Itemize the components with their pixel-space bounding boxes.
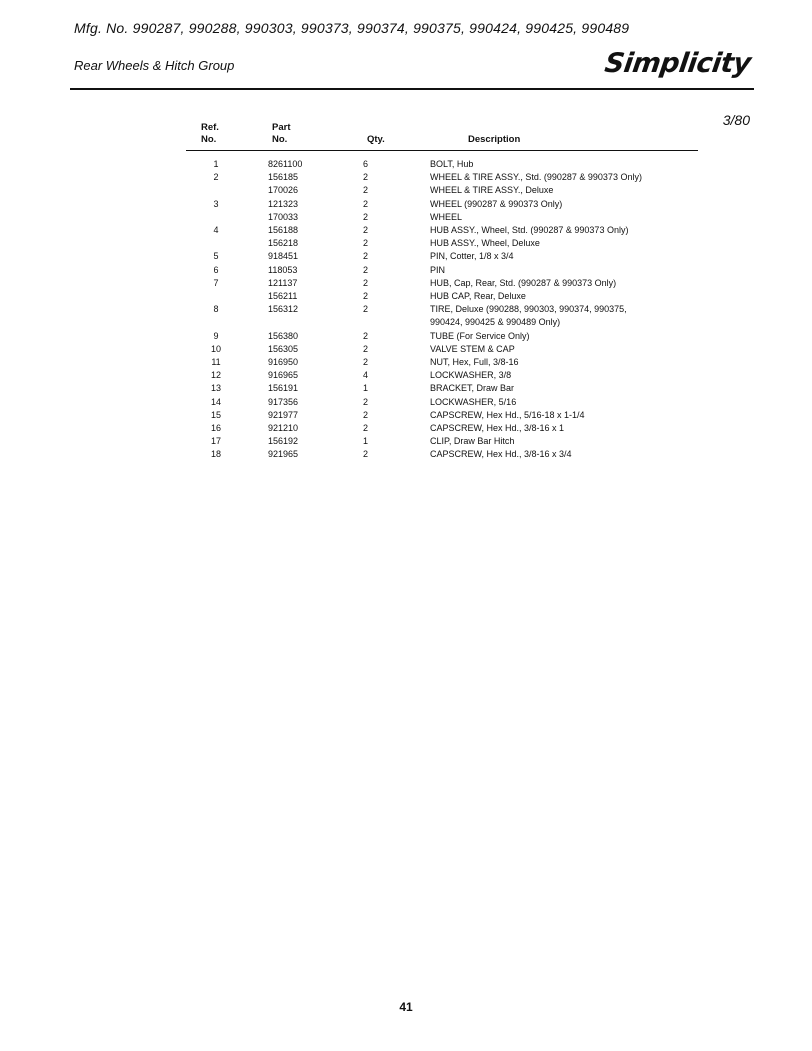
ref-number-cell: 13 [210,383,221,394]
ref-number-cell: 10 [210,343,221,354]
description-cell [430,382,698,395]
quantity-cell: 2 [363,304,369,315]
brand-logo: Simplicity [602,48,753,79]
description-line: BRACKET, Draw Bar [430,383,515,394]
quantity-cell: 2 [363,172,369,183]
description-cell [430,330,698,343]
part-number-cell: 916965 [268,370,299,381]
description-cell [430,369,698,382]
description-line: HUB, Cap, Rear, Std. (990287 & 990373 Only) [430,277,617,288]
ref-number-cell [186,290,268,303]
ref-number-cell: 7 [213,277,219,288]
description-cell [430,356,698,369]
part-number-cell: 156192 [268,436,299,447]
description-cell [430,224,698,237]
quantity-cell: 2 [363,423,369,434]
part-number-cell: 921965 [268,449,299,460]
part-number-cell: 156312 [268,304,299,315]
description-line: HUB ASSY., Wheel, Deluxe [430,238,540,249]
part-number-cell: 917356 [268,396,299,407]
description-line: LOCKWASHER, 3/8 [430,370,512,381]
ref-number-cell: 5 [213,251,219,262]
header-rule [70,88,754,90]
description-cell [430,290,698,303]
part-number-cell: 118053 [268,264,298,275]
description-cell [430,343,698,356]
group-title: Rear Wheels & Hitch Group [74,58,235,73]
table-row [186,409,698,422]
table-row [186,369,698,382]
description-cell [430,171,698,184]
description-line: CAPSCREW, Hex Hd., 3/8-16 x 3/4 [430,449,572,460]
qty-header: Qty. [367,134,385,145]
table-row [186,343,698,356]
ref-number-cell [186,211,268,224]
part-number-cell: 921977 [268,409,299,420]
part-header-line2: No. [272,134,288,145]
ref-number-cell: 2 [213,172,219,183]
description-line: WHEEL & TIRE ASSY., Std. (990287 & 990373 Only) [430,172,642,183]
quantity-cell: 2 [363,330,369,341]
ref-number-cell: 9 [213,330,219,341]
part-number-cell: 121137 [268,277,298,288]
ref-number-cell [186,184,268,197]
page-number: 41 [399,1000,413,1014]
table-row [186,448,698,461]
description-cell [430,277,698,290]
ref-header-line2: No. [201,134,217,145]
table-row [186,290,698,303]
table-row [186,198,698,211]
table-row [186,224,698,237]
description-line: WHEEL [430,211,463,222]
part-number-cell: 156218 [268,238,299,249]
part-number-cell: 121323 [268,198,299,209]
part-number-cell: 170033 [268,211,299,222]
part-number-cell: 170026 [268,185,299,196]
quantity-cell: 2 [363,211,369,222]
quantity-cell: 2 [363,238,369,249]
description-line: CAPSCREW, Hex Hd., 5/16-18 x 1-1/4 [430,409,585,420]
ref-number-cell: 17 [210,436,221,447]
description-line: WHEEL (990287 & 990373 Only) [430,198,563,209]
quantity-cell: 2 [363,343,369,354]
quantity-cell: 1 [363,436,369,447]
parts-table-body [186,158,698,462]
quantity-cell: 2 [363,396,369,407]
description-line: WHEEL & TIRE ASSY., Deluxe [430,185,554,196]
quantity-cell: 1 [363,383,369,394]
description-line: CLIP, Draw Bar Hitch [430,436,515,447]
table-row [186,422,698,435]
table-row [186,396,698,409]
part-header-line1: Part [272,122,291,133]
description-line: TUBE (For Service Only) [430,330,530,341]
description-line: VALVE STEM & CAP [430,343,515,354]
ref-number-cell: 1 [213,159,219,169]
description-line: 990424, 990425 & 990489 Only) [430,317,561,328]
ref-number-cell: 16 [210,423,221,434]
ref-number-cell: 14 [210,396,221,407]
quantity-cell: 2 [363,449,369,460]
part-number-cell: 156191 [268,383,299,394]
description-cell [430,448,698,461]
ref-number-cell: 15 [210,409,221,420]
ref-number-cell: 12 [210,370,221,381]
quantity-cell: 2 [363,251,369,262]
description-cell [430,435,698,448]
description-cell [430,237,698,250]
description-cell [430,396,698,409]
description-line: CAPSCREW, Hex Hd., 3/8-16 x 1 [430,423,565,434]
description-cell [430,184,698,197]
part-number-cell: 156188 [268,225,299,236]
quantity-cell: 2 [363,277,369,288]
quantity-cell: 2 [363,225,369,236]
quantity-cell: 2 [363,264,369,275]
description-line: TIRE, Deluxe (990288, 990303, 990374, 990375, [430,304,627,315]
table-row [186,382,698,395]
revision-date: 3/80 [722,112,750,128]
description-cell [430,264,698,277]
part-number-cell: 156185 [268,172,299,183]
quantity-cell: 6 [363,159,369,169]
part-number-cell: 8261100 [268,159,303,169]
ref-number-cell: 18 [210,449,221,460]
parts-table [186,158,698,462]
description-cell [430,198,698,211]
table-row [186,211,698,224]
table-row [186,330,698,343]
description-cell [430,211,698,224]
part-number-cell: 916950 [268,357,299,368]
quantity-cell: 2 [363,409,369,420]
description-line: BOLT, Hub [430,159,474,169]
part-number-cell: 156211 [268,291,298,302]
table-row [186,158,698,171]
ref-header-line1: Ref. [201,122,219,133]
table-row [186,264,698,277]
ref-number-cell [186,237,268,250]
quantity-cell: 2 [363,357,369,368]
description-header: Description [468,134,521,145]
manufacturer-numbers: Mfg. No. 990287, 990288, 990303, 990373, 990374, 990375, 990424, 990425, 990489 [74,20,630,36]
description-line: NUT, Hex, Full, 3/8-16 [430,357,519,368]
description-line: PIN [430,264,446,275]
description-line: LOCKWASHER, 5/16 [430,396,517,407]
quantity-cell: 2 [363,198,369,209]
quantity-cell: 2 [363,291,369,302]
description-cell [430,422,698,435]
part-number-cell: 156305 [268,343,299,354]
quantity-cell: 4 [363,370,369,381]
part-number-cell: 921210 [268,423,299,434]
table-row [186,250,698,263]
table-row [186,277,698,290]
table-row [186,303,698,329]
table-row [186,184,698,197]
part-number-cell: 918451 [268,251,299,262]
part-number-cell: 156380 [268,330,299,341]
quantity-cell: 2 [363,185,369,196]
ref-number-cell: 11 [211,357,221,368]
table-header-rule [186,150,698,151]
description-line: HUB CAP, Rear, Deluxe [430,291,526,302]
ref-number-cell: 8 [213,304,219,315]
description-cell [430,409,698,422]
description-line: HUB ASSY., Wheel, Std. (990287 & 990373 Only) [430,225,629,236]
description-line: PIN, Cotter, 1/8 x 3/4 [430,251,514,262]
description-cell [430,250,698,263]
table-row [186,435,698,448]
description-cell [430,158,698,171]
table-row [186,237,698,250]
ref-number-cell: 3 [213,198,219,209]
ref-number-cell: 6 [213,264,219,275]
table-row [186,171,698,184]
description-cell [430,303,698,329]
ref-number-cell: 4 [213,225,219,236]
table-row [186,356,698,369]
